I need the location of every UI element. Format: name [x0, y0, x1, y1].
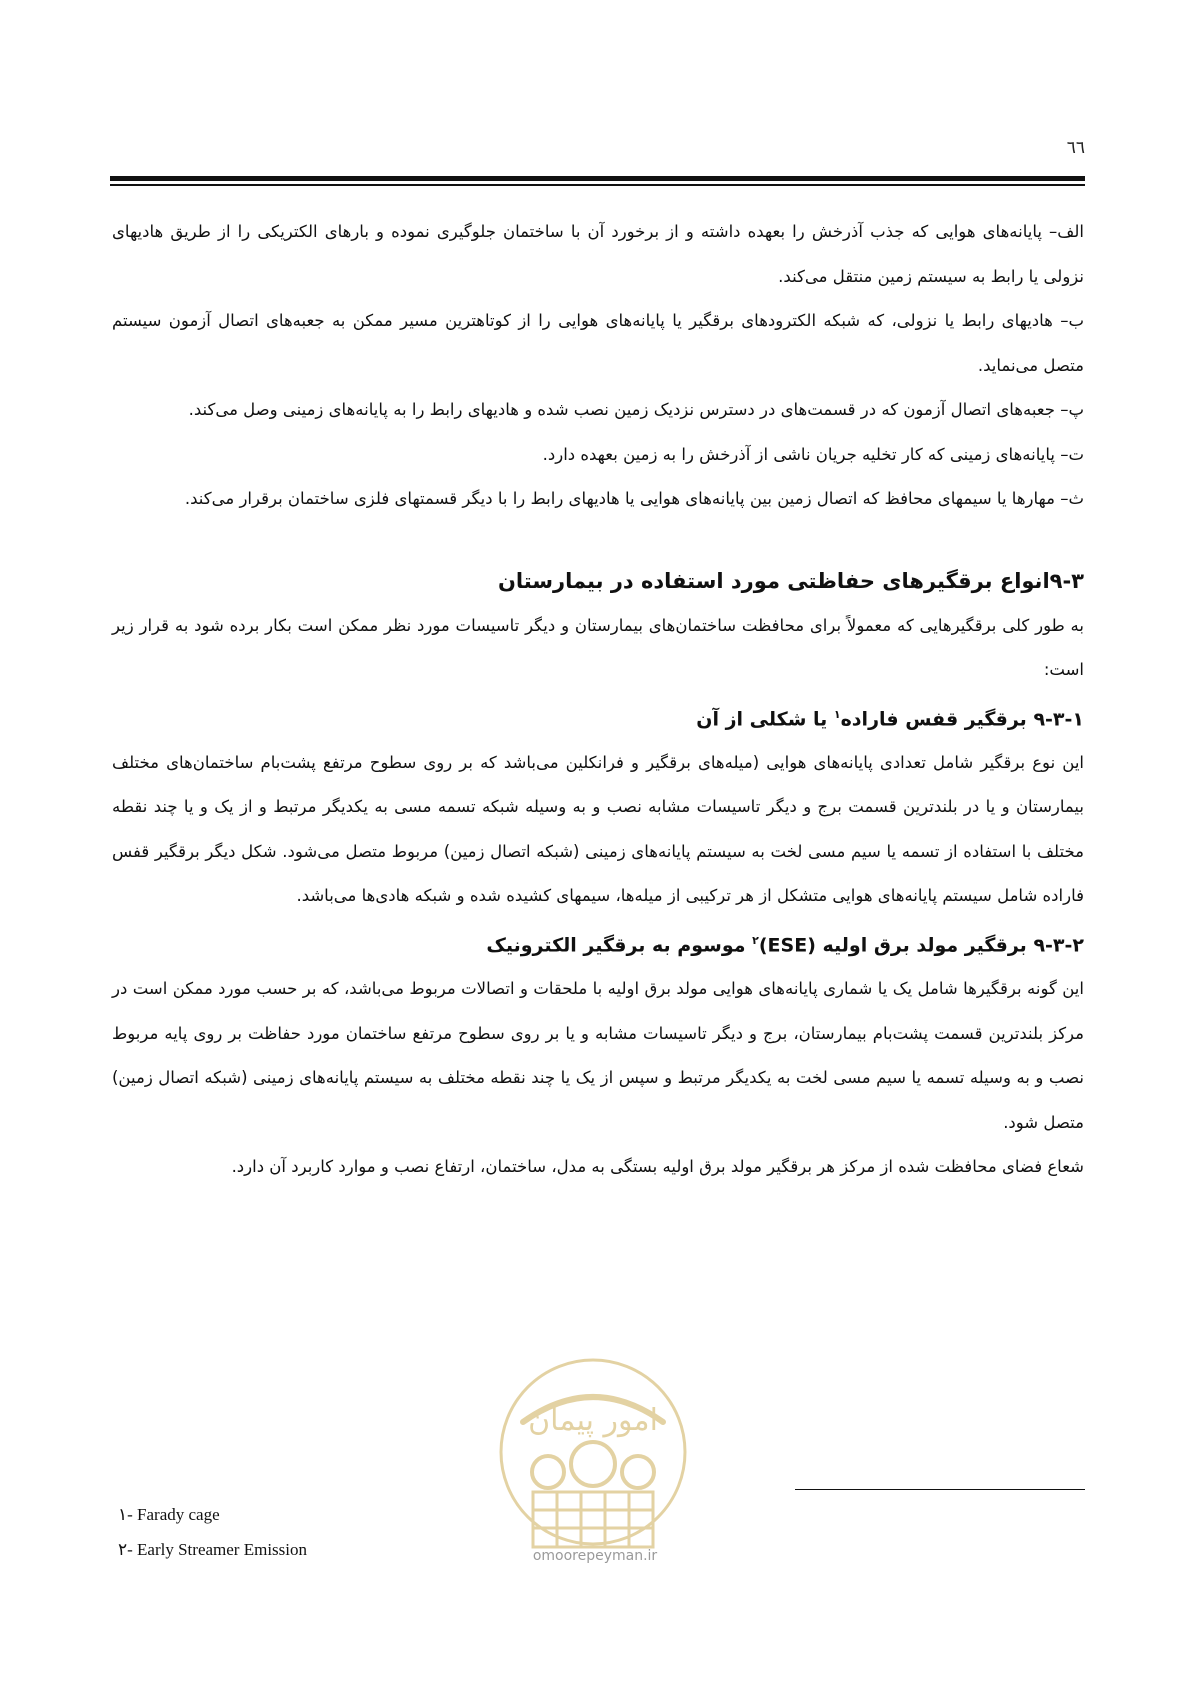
- footnotes: [118, 1497, 307, 1567]
- subsection-heading-9-3-1: [112, 693, 1084, 741]
- protection-radius-paragraph: شعاع فضای محافظت شده از مرکز هر برقگیر مولد برق اولیه بستگی به مدل، ساختمان، ارتفاع نصب و موارد کاربرد آن دارد.: [231, 1157, 1084, 1177]
- heading-text: ۹-۳-۱ برقگیر قفس فاراده: [840, 707, 1084, 730]
- page-number: ٦٦: [1066, 138, 1085, 158]
- footnote-2: ۲- Early Streamer Emission: [118, 1540, 308, 1559]
- heading-text-cont: موسوم به برقگیر الکترونیک: [486, 934, 753, 957]
- header-rule-thick: [110, 176, 1085, 181]
- faraday-cage-paragraph: این نوع برقگیر شامل تعدادی پایانه‌های هوایی (میله‌های برقگیر و فرانکلین می‌باشد که بر روی سطوح مرتفع پشت‌بام ساختمان‌های مختلف بیمارستان و یا در بلندترین قسمت برج و دیگر تاسیسات مشابه نصب و به وسیله شبکه تسمه مسی به یکدیگر مرتبط و از یک و یا چند نقطه مختلف با استفاده از تسمه یا سیم مسی لخت به سیستم پایانه‌های زمینی (شبکه اتصال زمین) مربوط متصل می‌شود. شکل دیگر برقگیر قفس فاراده شامل سیستم پایانه‌های هوایی متشکل از هر ترکیبی از میله‌ها، سیمهای کشیده شده و شبکه هادی‌ها می‌باشد.: [112, 752, 1084, 906]
- watermark-logo: [493, 1352, 693, 1567]
- page-content: [112, 210, 1084, 1190]
- paragraph-alef: الف– پایانه‌های هوایی که جذب آذرخش را بعهده داشته و از برخورد آن با ساختمان جلوگیری نموده و بارهای الکتریکی را از طریق هادیهای نزولی یا رابط به سیستم زمین منتقل می‌کند.: [112, 222, 1084, 286]
- paragraph-pe: پ– جعبه‌های اتصال آزمون که در قسمت‌های در دسترس نزدیک زمین نصب شده و هادیهای رابط را به پایانه‌های زمینی وصل می‌کند.: [188, 400, 1084, 419]
- watermark-logo-text: امور پیمان: [528, 1403, 658, 1438]
- footnote-ref-1: ۱: [833, 707, 841, 721]
- section-intro-paragraph: به طور کلی برقگیرهایی که معمولاً برای محافظت ساختمان‌های بیمارستان و دیگر تاسیسات مورد نظر ممکن است بکار برده شود به قرار زیر است:: [112, 615, 1084, 679]
- paragraph-te: ت– پایانه‌های زمینی که کار تخلیه جریان ناشی از آذرخش را به زمین بعهده دارد.: [542, 444, 1084, 464]
- header-rule-thin: [110, 184, 1085, 186]
- watermark-site: omoorepeyman.ir: [532, 1548, 658, 1564]
- footnote-separator: [795, 1489, 1085, 1490]
- footnote-1: ۱- Farady cage: [118, 1505, 220, 1524]
- paragraph-se: ث– مهارها یا سیمهای محافظ که اتصال زمین بین پایانه‌های هوایی یا هادیهای رابط را با دیگر قسمتهای فلزی ساختمان برقرار می‌کند.: [184, 489, 1084, 508]
- heading-text-cont: یا شکلی از آن: [696, 707, 834, 730]
- heading-text: ۹-۳-۲ برقگیر مولد برق اولیه (ESE): [758, 934, 1084, 957]
- ese-paragraph: این گونه برقگیرها شامل یک یا شماری پایانه‌های هوایی مولد برق اولیه با ملحقات و اتصالات مربوط می‌باشد، که بر حسب مورد ممکن است در مرکز بلندترین قسمت پشت‌بام بیمارستان، برج و دیگر تاسیسات مشابه و یا بر روی سطوح مرتفع ساختمان مورد حفاظت بر روی پایه مربوط نصب و به وسیله تسمه یا سیم مسی لخت به یکدیگر مرتبط و سپس از یک یا چند نقطه مختلف به سیستم پایانه‌های زمینی (شبکه اتصال زمین) متصل شود.: [112, 979, 1084, 1132]
- subsection-heading-9-3-2: [112, 919, 1084, 967]
- paragraph-be: ب– هادیهای رابط یا نزولی، که شبکه الکترودهای برقگیر یا پایانه‌های هوایی را از کوتاهترین مسیر ممکن به جعبه‌های اتصال آزمون سیستم متصل می‌نماید.: [112, 311, 1084, 375]
- footnote-ref-2: ۲: [752, 933, 759, 947]
- section-heading-9-3: ۹-۳انواع برقگیرهای حفاظتی مورد استفاده در بیمارستان: [497, 568, 1084, 593]
